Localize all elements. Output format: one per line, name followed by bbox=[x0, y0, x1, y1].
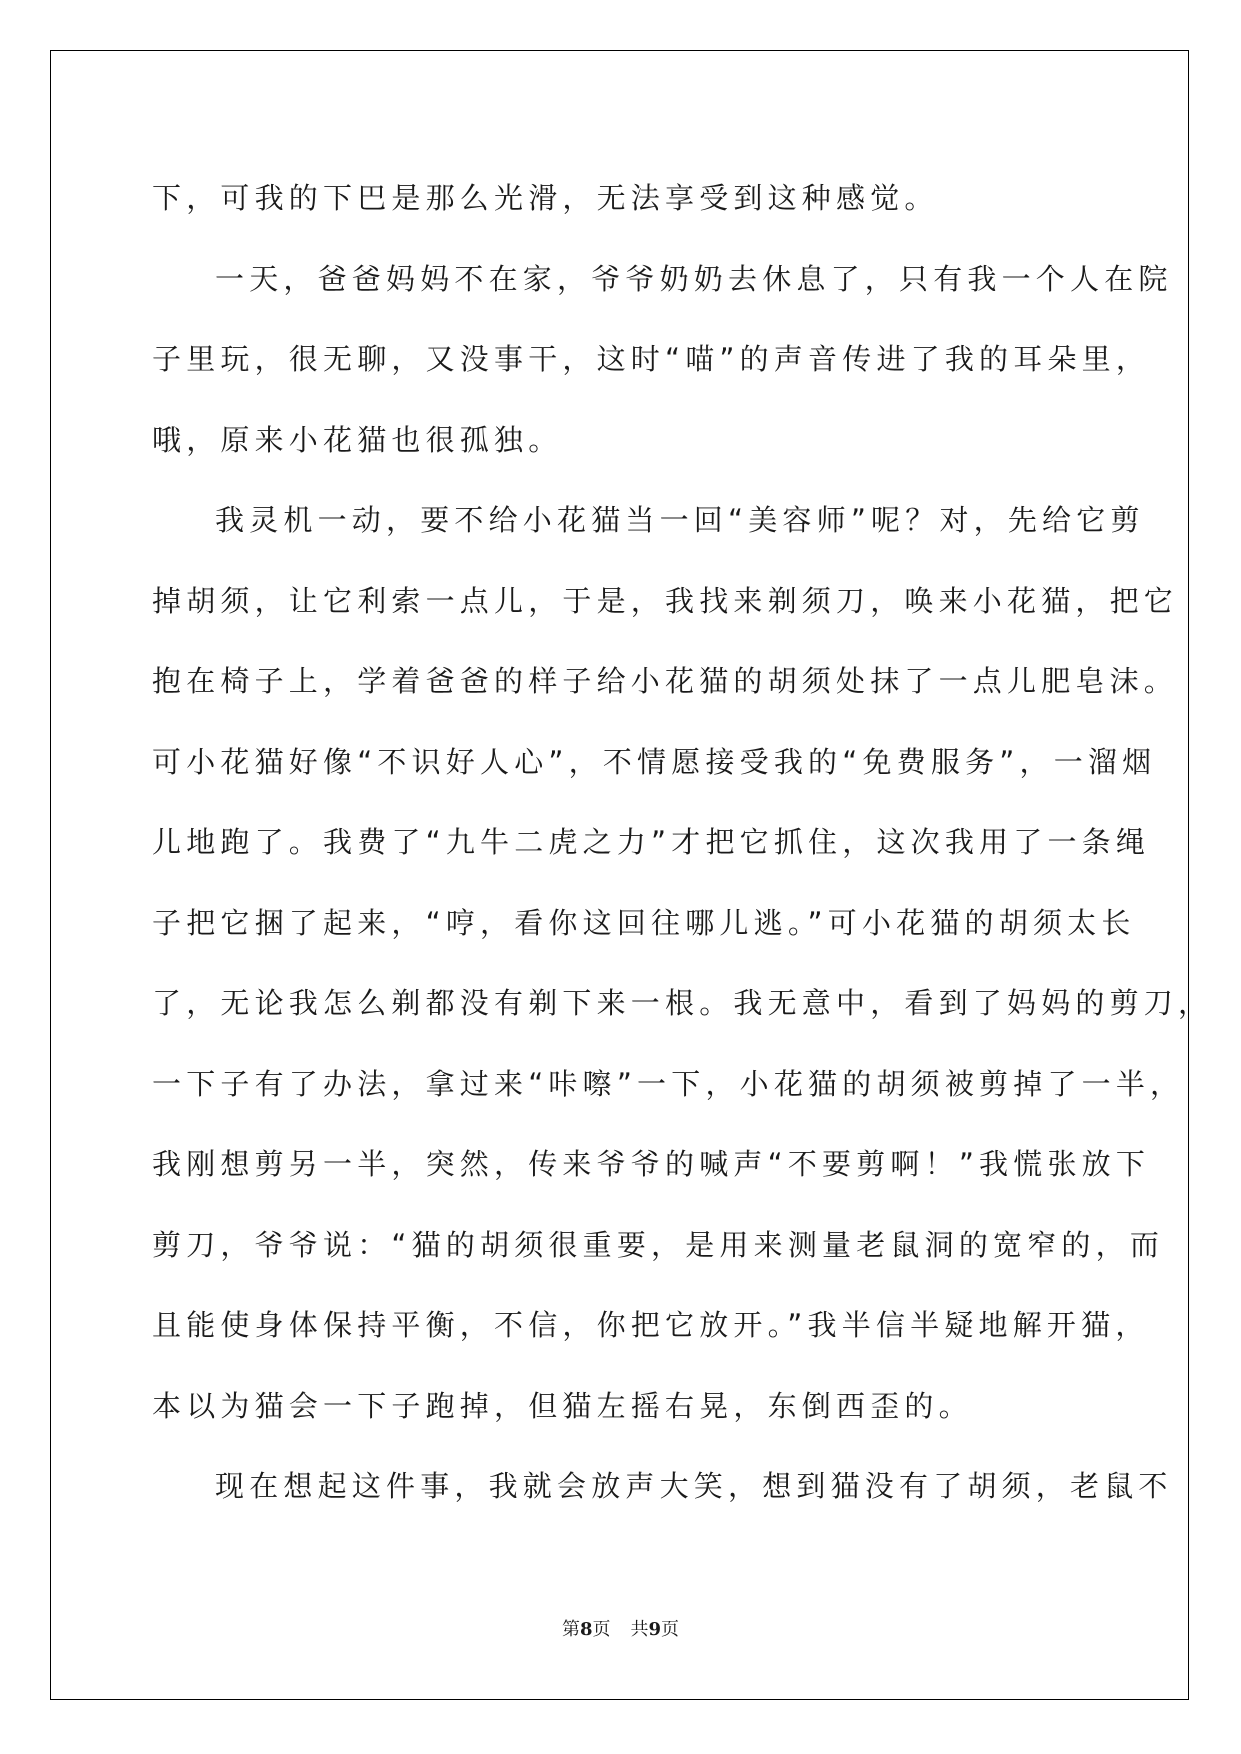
page-number-label: 第8页 bbox=[561, 1619, 611, 1640]
total-page-number: 9 bbox=[648, 1619, 662, 1640]
text-line: 抱在椅子上，学着爸爸的样子给小花猫的胡须处抹了一点儿肥皂沫。 bbox=[152, 664, 1179, 698]
text-line: 了，无论我怎么剃都没有剃下来一根。我无意中，看到了妈妈的剪刀， bbox=[152, 986, 1213, 1020]
text-line: 掉胡须，让它利索一点儿，于是，我找来剃须刀，唤来小花猫，把它 bbox=[152, 583, 1179, 618]
text-line: 且能使身体保持平衡，不信，你把它放开。”我半信半疑地解开猫， bbox=[152, 1308, 1150, 1342]
text-line: 下，可我的下巴是那么光滑，无法享受到这种感觉。 bbox=[152, 181, 939, 215]
text-line: 现在想起这件事，我就会放声大笑，想到猫没有了胡须，老鼠不 bbox=[215, 1469, 1173, 1503]
text-line: 子把它捆了起来，“哼，看你这回往哪儿逃。”可小花猫的胡须太长 bbox=[152, 905, 1136, 940]
text-line: 我灵机一动，要不给小花猫当一回“美容师”呢？对，先给它剪 bbox=[215, 503, 1145, 537]
page-footer bbox=[0, 1615, 1241, 1641]
total-pages-label: 共9页 bbox=[630, 1619, 680, 1640]
text-line: 儿地跑了。我费了“九牛二虎之力”才把它抓住，这次我用了一条绳 bbox=[152, 825, 1151, 859]
text-line: 本以为猫会一下子跑掉，但猫左摇右晃，东倒西歪的。 bbox=[152, 1388, 973, 1423]
text-line: 我刚想剪另一半，突然，传来爷爷的喊声“不要剪啊！”我慌张放下 bbox=[152, 1147, 1151, 1181]
text-line: 一天，爸爸妈妈不在家，爷爷奶奶去休息了，只有我一个人在院 bbox=[215, 261, 1173, 296]
text-line: 剪刀，爷爷说：“猫的胡须很重要，是用来测量老鼠洞的宽窄的，而 bbox=[152, 1227, 1165, 1262]
text-line: 可小花猫好像“不识好人心”，不情愿接受我的“免费服务”，一溜烟 bbox=[152, 744, 1157, 779]
text-line: 子里玩，很无聊，又没事干，这时“喵”的声音传进了我的耳朵里， bbox=[152, 342, 1151, 376]
document-body bbox=[152, 158, 1213, 1527]
current-page-number: 8 bbox=[579, 1619, 593, 1640]
text-line: 一下子有了办法，拿过来“咔嚓”一下，小花猫的胡须被剪掉了一半， bbox=[152, 1066, 1185, 1101]
text-line: 哦，原来小花猫也很孤独。 bbox=[152, 422, 563, 457]
